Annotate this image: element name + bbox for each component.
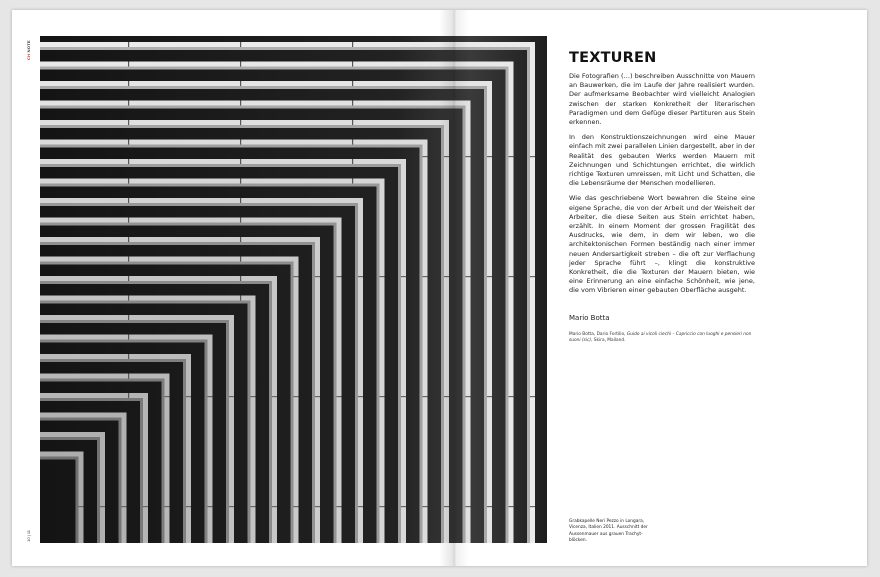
fin: [423, 140, 428, 544]
ledge: [40, 335, 208, 340]
joint: [487, 506, 492, 507]
joint: [186, 396, 191, 397]
joint: [128, 237, 129, 242]
joint: [229, 506, 234, 507]
joint: [315, 506, 320, 507]
fin-shadow: [312, 245, 315, 543]
joint: [128, 296, 129, 301]
joint: [128, 218, 129, 223]
fin: [315, 237, 320, 543]
fin: [530, 42, 535, 543]
joint: [423, 276, 428, 277]
ledge: [40, 315, 229, 320]
joint: [165, 506, 170, 507]
article-title: TEXTUREN: [569, 50, 657, 66]
joint: [240, 101, 241, 106]
joint: [79, 506, 84, 507]
joint: [128, 198, 129, 203]
ledge: [40, 62, 509, 67]
fin-shadow: [162, 382, 165, 544]
joint: [128, 120, 129, 125]
section-mark-label: NOTE: [26, 40, 31, 54]
joint: [128, 62, 129, 67]
source-publisher: , Skira, Mailand.: [591, 337, 626, 343]
fin-shadow: [183, 362, 186, 543]
fin: [100, 432, 105, 543]
ledge-shadow: [40, 379, 165, 382]
joint: [401, 506, 406, 507]
ledge: [40, 296, 251, 301]
ledge: [40, 101, 466, 106]
joint: [240, 257, 241, 262]
joint: [509, 276, 514, 277]
paragraph-2: In den Konstruktionszeichnungen wird eine Mauer einfach mit zwei parallelen Linien dargestellt, aber in der Realität des gebauten Werks werden Mauern mit Zeichnungen und Schichtungen errichtet, die wirklich richtige Texturen umreissen, mit Licht und Schatten, die die Lebensräume der Menschen modellieren.: [569, 133, 755, 188]
ledge-shadow: [40, 320, 229, 323]
fin-shadow: [398, 167, 401, 543]
ledge: [40, 159, 401, 164]
ledge: [40, 276, 272, 281]
joint: [352, 101, 353, 106]
ledge-shadow: [40, 67, 509, 70]
joint: [186, 506, 191, 507]
joint: [128, 140, 129, 145]
joint: [315, 396, 320, 397]
joint: [229, 396, 234, 397]
ledge-shadow: [40, 223, 337, 226]
ledge-shadow: [40, 457, 79, 460]
joint: [530, 396, 535, 397]
joint: [128, 276, 129, 281]
ledge: [40, 120, 444, 125]
joint: [352, 62, 353, 67]
joint: [240, 218, 241, 223]
fin-shadow: [484, 89, 487, 543]
joint: [128, 393, 129, 398]
joint: [352, 120, 353, 125]
fin-shadow: [355, 206, 358, 543]
joint: [380, 506, 385, 507]
fin: [509, 62, 514, 544]
fin: [466, 101, 471, 544]
source-citation: [569, 332, 755, 345]
fin: [487, 81, 492, 543]
ledge-shadow: [40, 86, 487, 89]
joint: [240, 296, 241, 301]
ledge: [40, 413, 122, 418]
joint: [509, 396, 514, 397]
joint: [240, 120, 241, 125]
joint: [272, 396, 277, 397]
joint: [444, 156, 449, 157]
joint: [128, 257, 129, 262]
joint: [251, 506, 256, 507]
ledge-shadow: [40, 437, 100, 440]
magazine-spread: [12, 10, 867, 566]
ledge: [40, 374, 165, 379]
ledge-shadow: [40, 125, 444, 128]
ledge-shadow: [40, 242, 315, 245]
joint: [294, 506, 299, 507]
fin: [294, 257, 299, 544]
fin: [337, 218, 342, 544]
joint: [509, 506, 514, 507]
ledge: [40, 81, 487, 86]
ledge: [40, 179, 380, 184]
ledge-shadow: [40, 359, 186, 362]
joint: [128, 101, 129, 106]
joint: [128, 42, 129, 47]
fin-shadow: [441, 128, 444, 543]
section-mark: [26, 40, 31, 60]
fin-shadow: [226, 323, 229, 543]
joint: [466, 276, 471, 277]
joint: [352, 81, 353, 86]
joint: [466, 506, 471, 507]
fin: [79, 452, 84, 544]
ledge-shadow: [40, 281, 272, 284]
ledge-shadow: [40, 301, 251, 304]
joint: [466, 156, 471, 157]
joint: [128, 374, 129, 379]
ledge-shadow: [40, 398, 143, 401]
joint: [208, 506, 213, 507]
joint: [100, 506, 105, 507]
fin-shadow: [377, 187, 380, 544]
joint: [487, 276, 492, 277]
source-authors: Mario Botta, Dario Fortilio,: [569, 331, 627, 337]
architecture-photo: [40, 36, 547, 543]
ledge-shadow: [40, 47, 530, 50]
fin-shadow: [463, 109, 466, 544]
ledge: [40, 354, 186, 359]
ledge: [40, 140, 423, 145]
fin-shadow: [76, 460, 79, 544]
joint: [128, 335, 129, 340]
joint: [487, 156, 492, 157]
joint: [240, 62, 241, 67]
joint: [240, 179, 241, 184]
joint: [530, 506, 535, 507]
joint: [122, 506, 127, 507]
joint: [530, 276, 535, 277]
ledge: [40, 393, 143, 398]
joint: [337, 276, 342, 277]
fin-shadow: [527, 50, 530, 543]
joint: [358, 396, 363, 397]
ledge: [40, 452, 79, 457]
author-name: Mario Botta: [569, 313, 610, 322]
joint: [444, 276, 449, 277]
stone-wall-texture-image: [40, 36, 547, 543]
joint: [294, 396, 299, 397]
ledge-shadow: [40, 262, 294, 265]
ledge: [40, 237, 315, 242]
joint: [143, 506, 148, 507]
fin: [186, 354, 191, 543]
joint: [337, 506, 342, 507]
joint: [128, 81, 129, 86]
paragraph-1: Die Fotografien (…) beschreiben Ausschnitte von Mauern an Bauwerken, die im Laufe der Jahre realisiert wurden. Der aufmerksame Beobachter wird vielleicht Analogien zwischen der starken Konkretheit der literarischen Paradigmen und dem Gefüge dieser Partituren aus Stein erkennen.: [569, 72, 755, 127]
fin: [143, 393, 148, 543]
fin: [358, 198, 363, 543]
ledge-shadow: [40, 203, 358, 206]
joint: [208, 396, 213, 397]
joint: [487, 396, 492, 397]
joint: [128, 159, 129, 164]
fin: [122, 413, 127, 544]
fin: [165, 374, 170, 544]
joint: [530, 156, 535, 157]
joint: [352, 42, 353, 47]
fin: [272, 276, 277, 543]
joint: [272, 506, 277, 507]
joint: [423, 156, 428, 157]
ledge-shadow: [40, 164, 401, 167]
fin-shadow: [269, 284, 272, 543]
joint: [240, 276, 241, 281]
source-title: Guido ai vicoli ciechi – Capriccio con luoghi e pensieri non suoni (sic): [569, 331, 752, 343]
fin-shadow: [420, 148, 423, 544]
joint: [380, 396, 385, 397]
joint: [128, 179, 129, 184]
fin-shadow: [119, 421, 122, 544]
joint: [352, 159, 353, 164]
joint: [240, 237, 241, 242]
joint: [240, 198, 241, 203]
joint: [358, 506, 363, 507]
joint: [358, 276, 363, 277]
ledge: [40, 432, 100, 437]
joint: [444, 396, 449, 397]
fin-shadow: [205, 343, 208, 544]
fin: [208, 335, 213, 544]
fin: [444, 120, 449, 543]
joint: [240, 140, 241, 145]
joint: [380, 276, 385, 277]
joint: [251, 396, 256, 397]
ledge-shadow: [40, 106, 466, 109]
joint: [240, 81, 241, 86]
joint: [240, 42, 241, 47]
article-column: [569, 50, 755, 344]
fin-shadow: [291, 265, 294, 544]
fin: [229, 315, 234, 543]
fin-shadow: [334, 226, 337, 544]
page-numbers: 10 | 11: [26, 530, 31, 542]
fin-shadow: [506, 70, 509, 544]
joint: [509, 156, 514, 157]
joint: [401, 396, 406, 397]
photo-caption: Grabkapelle Neri Pezzo in Longara, Vicenza, Italien 2011. Ausschnitt der Aussenmauer aus grauen Trachytblöcken.: [569, 519, 648, 543]
joint: [240, 159, 241, 164]
ledge: [40, 218, 337, 223]
ledge-shadow: [40, 184, 380, 187]
joint: [423, 506, 428, 507]
joint: [315, 276, 320, 277]
joint: [128, 315, 129, 320]
section-mark-accent: CH: [26, 53, 31, 61]
ledge-shadow: [40, 418, 122, 421]
ledge: [40, 198, 358, 203]
paragraph-3: Wie das geschriebene Wort bewahren die Steine eine eigene Sprache, die von der Arbeit und der Weisheit der Arbeiter, die diese Seiten aus Stein errichtet haben, erzählt. In einem Moment der grossen Fragilität des Ausdrucks, wie dem, in dem wir leben, wo die architektonischen Formen beständig nach einer immer neuen Andersartigkeit streben – die oft zur Verflachung jeder Sprache führt –, klingt die konstruktive Konkretheit, die die Texturen der Mauern bieten, wie eine Erinnerung an eine einfache Schönheit, wie jene, die vom Vibrieren einer gebauten Oberfläche ausgeht.: [569, 194, 755, 295]
fin-shadow: [140, 401, 143, 543]
joint: [352, 140, 353, 145]
fin-shadow: [248, 304, 251, 544]
fin: [251, 296, 256, 544]
joint: [466, 396, 471, 397]
joint: [444, 506, 449, 507]
joint: [128, 354, 129, 359]
joint: [401, 276, 406, 277]
fin: [380, 179, 385, 544]
fin-shadow: [97, 440, 100, 543]
fin: [401, 159, 406, 543]
joint: [165, 396, 170, 397]
ledge-shadow: [40, 340, 208, 343]
joint: [352, 179, 353, 184]
joint: [294, 276, 299, 277]
ledge: [40, 257, 294, 262]
joint: [423, 396, 428, 397]
ledge: [40, 42, 530, 47]
ledge-shadow: [40, 145, 423, 148]
joint: [337, 396, 342, 397]
